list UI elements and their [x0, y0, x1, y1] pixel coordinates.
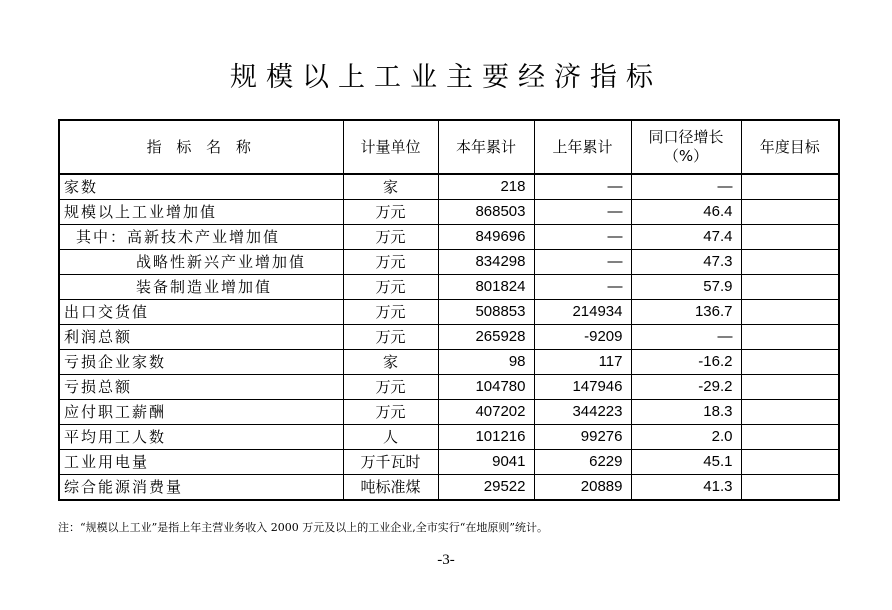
row-name: 家数 — [59, 174, 343, 200]
row-current: 9041 — [438, 450, 534, 475]
header-growth — [631, 120, 741, 174]
row-unit: 万千瓦时 — [343, 450, 438, 475]
row-growth: 47.4 — [631, 225, 741, 250]
row-target — [741, 425, 839, 450]
table-row — [59, 300, 839, 325]
row-unit: 万元 — [343, 275, 438, 300]
page-number: -3- — [437, 552, 455, 568]
table-row — [59, 174, 839, 200]
table-row — [59, 350, 839, 375]
row-unit: 万元 — [343, 250, 438, 275]
row-target — [741, 200, 839, 225]
row-current: 104780 — [438, 375, 534, 400]
row-current: 868503 — [438, 200, 534, 225]
row-target — [741, 400, 839, 425]
row-current: 218 — [438, 174, 534, 200]
table-row — [59, 425, 839, 450]
row-name: 出口交货值 — [59, 300, 343, 325]
table-row — [59, 225, 839, 250]
row-name: 其中：高新技术产业增加值 — [59, 225, 343, 250]
row-target — [741, 275, 839, 300]
row-unit: 万元 — [343, 200, 438, 225]
row-unit: 人 — [343, 425, 438, 450]
row-growth: — — [631, 174, 741, 200]
row-growth: 57.9 — [631, 275, 741, 300]
header-unit: 计量单位 — [343, 120, 438, 174]
row-growth: -16.2 — [631, 350, 741, 375]
table-row — [59, 450, 839, 475]
row-growth: 46.4 — [631, 200, 741, 225]
header-growth-line1: 同口径增长 — [648, 128, 724, 146]
row-current: 407202 — [438, 400, 534, 425]
row-previous: 99276 — [534, 425, 631, 450]
row-name: 利润总额 — [59, 325, 343, 350]
row-previous: — — [534, 275, 631, 300]
table-row — [59, 200, 839, 225]
row-target — [741, 325, 839, 350]
row-growth: 136.7 — [631, 300, 741, 325]
row-current: 98 — [438, 350, 534, 375]
row-growth: — — [631, 325, 741, 350]
row-growth: -29.2 — [631, 375, 741, 400]
row-growth: 2.0 — [631, 425, 741, 450]
row-unit: 万元 — [343, 225, 438, 250]
row-target — [741, 450, 839, 475]
row-unit: 家 — [343, 174, 438, 200]
header-target: 年度目标 — [741, 120, 839, 174]
table-row — [59, 250, 839, 275]
row-current: 834298 — [438, 250, 534, 275]
row-previous: 344223 — [534, 400, 631, 425]
table-header-row — [59, 120, 839, 174]
row-previous: 6229 — [534, 450, 631, 475]
row-name: 应付职工薪酬 — [59, 400, 343, 425]
footnote: 注：“规模以上工业”是指上年主营业务收入 2000 万元及以上的工业企业,全市实行“在地原则”统计。 — [58, 521, 548, 534]
table-row — [59, 275, 839, 300]
row-name: 综合能源消费量 — [59, 475, 343, 501]
row-target — [741, 475, 839, 501]
table-row — [59, 475, 839, 501]
row-name: 战略性新兴产业增加值 — [59, 250, 343, 275]
row-name: 平均用工人数 — [59, 425, 343, 450]
row-previous: 117 — [534, 350, 631, 375]
row-previous: — — [534, 200, 631, 225]
row-current: 508853 — [438, 300, 534, 325]
header-previous: 上年累计 — [534, 120, 631, 174]
row-growth: 45.1 — [631, 450, 741, 475]
row-unit: 吨标准煤 — [343, 475, 438, 501]
header-growth-line2: （%） — [663, 147, 709, 165]
row-target — [741, 300, 839, 325]
row-previous: — — [534, 225, 631, 250]
row-previous: — — [534, 174, 631, 200]
row-name: 亏损企业家数 — [59, 350, 343, 375]
header-name: 指 标 名 称 — [59, 120, 343, 174]
row-name: 规模以上工业增加值 — [59, 200, 343, 225]
row-unit: 万元 — [343, 300, 438, 325]
row-unit: 万元 — [343, 375, 438, 400]
row-previous: -9209 — [534, 325, 631, 350]
table-row — [59, 325, 839, 350]
table-row — [59, 375, 839, 400]
row-unit: 家 — [343, 350, 438, 375]
row-unit: 万元 — [343, 400, 438, 425]
row-target — [741, 225, 839, 250]
row-unit: 万元 — [343, 325, 438, 350]
row-previous: 214934 — [534, 300, 631, 325]
table-row — [59, 400, 839, 425]
row-target — [741, 250, 839, 275]
row-name: 装备制造业增加值 — [59, 275, 343, 300]
row-previous: 20889 — [534, 475, 631, 501]
page-title: 规模以上工业主要经济指标 — [230, 62, 662, 93]
row-target — [741, 174, 839, 200]
row-current: 801824 — [438, 275, 534, 300]
row-name: 工业用电量 — [59, 450, 343, 475]
row-current: 29522 — [438, 475, 534, 501]
row-target — [741, 375, 839, 400]
row-name: 亏损总额 — [59, 375, 343, 400]
row-current: 265928 — [438, 325, 534, 350]
row-growth: 47.3 — [631, 250, 741, 275]
row-current: 101216 — [438, 425, 534, 450]
row-previous: — — [534, 250, 631, 275]
header-current: 本年累计 — [438, 120, 534, 174]
row-previous: 147946 — [534, 375, 631, 400]
row-current: 849696 — [438, 225, 534, 250]
row-growth: 41.3 — [631, 475, 741, 501]
row-growth: 18.3 — [631, 400, 741, 425]
indicator-table — [58, 119, 840, 501]
row-target — [741, 350, 839, 375]
